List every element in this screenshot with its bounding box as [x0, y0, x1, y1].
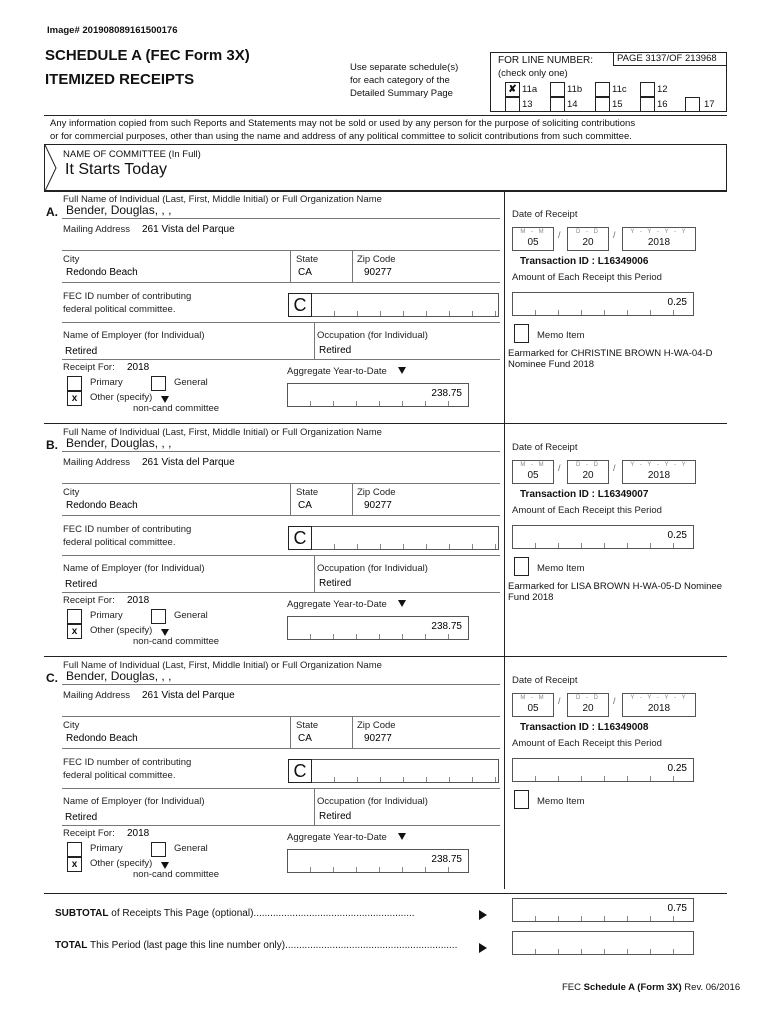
state-label: State	[296, 720, 319, 731]
instruction-line-2: for each category of the	[350, 75, 450, 86]
entry-column-divider	[504, 190, 505, 423]
zip-label: Zip Code	[357, 254, 396, 265]
amount-value: 0.25	[667, 763, 687, 774]
date-slash: /	[613, 696, 616, 706]
aggregate-field[interactable]	[287, 849, 469, 873]
state-label: State	[296, 487, 319, 498]
date-of-receipt-label: Date of Receipt	[512, 209, 578, 220]
primary-label: Primary	[90, 610, 123, 621]
footer-form-name: Schedule A (Form 3X)	[583, 982, 682, 993]
city-underline	[62, 515, 500, 516]
month-field[interactable]	[512, 227, 554, 251]
date-of-receipt-label: Date of Receipt	[512, 442, 578, 453]
other-checkbox[interactable]: x	[67, 857, 82, 872]
earmark-line-2: Fund 2018	[508, 592, 554, 603]
primary-label: Primary	[90, 843, 123, 854]
mailing-address[interactable]: 261 Vista del Parque	[142, 690, 235, 701]
amount-field[interactable]	[512, 292, 694, 316]
city-value[interactable]: Redondo Beach	[66, 733, 138, 744]
date-slash: /	[613, 230, 616, 240]
primary-checkbox[interactable]	[67, 842, 82, 857]
employer-label: Name of Employer (for Individual)	[63, 796, 205, 807]
total-field[interactable]	[512, 931, 694, 955]
primary-checkbox[interactable]	[67, 376, 82, 391]
fec-id-c-prefix: C	[288, 293, 312, 317]
year-hint: Y - Y - Y - Y	[630, 229, 688, 235]
entry-column-divider	[504, 656, 505, 889]
memo-item-checkbox[interactable]	[514, 324, 529, 343]
total-line	[55, 940, 457, 951]
date-slash: /	[558, 230, 561, 240]
month-value: 05	[527, 237, 539, 248]
committee-name: It Starts Today	[65, 161, 167, 178]
totals-top-divider	[44, 893, 727, 894]
address-underline	[62, 250, 500, 251]
other-label: Other (specify)	[90, 858, 153, 869]
instruction-line-1: Use separate schedule(s)	[350, 62, 459, 73]
general-checkbox[interactable]	[151, 376, 166, 391]
month-hint: M - M	[520, 229, 546, 235]
entry-letter: C.	[46, 671, 58, 685]
general-label: General	[174, 610, 208, 621]
check-only-one: (check only one)	[498, 68, 568, 79]
aggregate-field[interactable]	[287, 383, 469, 407]
month-hint: M - M	[520, 462, 546, 468]
receipt-for-label: Receipt For:	[63, 828, 115, 839]
entry-top-divider	[44, 423, 727, 424]
entry-top-divider	[44, 656, 727, 657]
aggregate-value: 238.75	[431, 388, 462, 399]
mailing-address-label: Mailing Address	[63, 690, 131, 701]
fec-id-c-prefix: C	[288, 759, 312, 783]
image-id: Image# 201908089161500176	[47, 25, 178, 36]
occupation-label: Occupation (for Individual)	[317, 796, 428, 807]
subtotal-text: of Receipts This Page (optional)..........................................................	[111, 908, 415, 919]
mailing-address-label: Mailing Address	[63, 224, 131, 235]
city-label: City	[63, 720, 80, 731]
state-value[interactable]: CA	[298, 267, 312, 278]
employer-label: Name of Employer (for Individual)	[63, 563, 205, 574]
other-specify-value[interactable]: non-cand committee	[133, 869, 220, 880]
year-field[interactable]	[622, 460, 696, 484]
line-13-checkbox[interactable]	[505, 97, 520, 112]
line-16-checkbox[interactable]	[640, 97, 655, 112]
year-hint: Y - Y - Y - Y	[630, 462, 688, 468]
contributor-name[interactable]: Bender, Douglas, , ,	[66, 203, 172, 217]
zip-label: Zip Code	[357, 487, 396, 498]
fec-id-label-2: federal political committee.	[63, 537, 176, 548]
state-value[interactable]: CA	[298, 733, 312, 744]
general-label: General	[174, 843, 208, 854]
line-16-label: 16	[657, 99, 668, 110]
line-12-label: 12	[657, 84, 668, 95]
city-value[interactable]: Redondo Beach	[66, 267, 138, 278]
month-hint: M - M	[520, 695, 546, 701]
month-field[interactable]	[512, 460, 554, 484]
aggregate-dropdown-icon	[398, 600, 407, 608]
amount-label: Amount of Each Receipt this Period	[512, 738, 662, 749]
month-value: 05	[527, 470, 539, 481]
state-zip-divider	[352, 250, 353, 282]
fec-underline	[62, 555, 500, 556]
subtotal-field[interactable]	[512, 898, 694, 922]
employer-underline	[62, 825, 500, 826]
amount-field[interactable]	[512, 758, 694, 782]
state-label: State	[296, 254, 319, 265]
fec-id-field[interactable]	[312, 526, 499, 550]
other-specify-value[interactable]: non-cand committee	[133, 403, 220, 414]
zip-value[interactable]: 90277	[364, 267, 392, 278]
occupation-value[interactable]: Retired	[319, 578, 352, 589]
fec-id-label-1: FEC ID number of contributing	[63, 757, 192, 768]
day-hint: D - D	[576, 695, 600, 701]
occupation-label: Occupation (for Individual)	[317, 330, 428, 341]
other-label: Other (specify)	[90, 625, 153, 636]
month-value: 05	[527, 703, 539, 714]
transaction-id: Transaction ID : L16349008	[520, 722, 649, 733]
form-footer	[562, 982, 740, 993]
name-underline	[62, 684, 500, 685]
employer-value[interactable]: Retired	[65, 346, 98, 357]
amount-value: 0.25	[667, 297, 687, 308]
mailing-address[interactable]: 261 Vista del Parque	[142, 224, 235, 235]
fec-underline	[62, 788, 500, 789]
city-state-divider	[290, 716, 291, 748]
line-11a-label: 11a	[522, 84, 538, 95]
employer-label: Name of Employer (for Individual)	[63, 330, 205, 341]
day-field[interactable]	[567, 693, 609, 717]
city-underline	[62, 748, 500, 749]
fec-id-field[interactable]	[312, 293, 499, 317]
employer-value[interactable]: Retired	[65, 812, 98, 823]
earmark-line-1: Earmarked for CHRISTINE BROWN H-WA-04-D	[508, 348, 713, 359]
aggregate-dropdown-icon	[398, 833, 407, 841]
form-title: SCHEDULE A (FEC Form 3X)	[45, 47, 250, 64]
contributor-name[interactable]: Bender, Douglas, , ,	[66, 669, 172, 683]
footer-prefix: FEC	[562, 982, 581, 993]
memo-item-checkbox[interactable]	[514, 790, 529, 809]
zip-label: Zip Code	[357, 720, 396, 731]
employer-underline	[62, 592, 500, 593]
state-zip-divider	[352, 483, 353, 515]
full-name-label: Full Name of Individual (Last, First, Middle Initial) or Full Organization Name	[63, 660, 382, 671]
full-name-label: Full Name of Individual (Last, First, Middle Initial) or Full Organization Name	[63, 427, 382, 438]
line-11b-label: 11b	[567, 84, 583, 95]
day-field[interactable]	[567, 227, 609, 251]
total-text: This Period (last page this line number only)..............................................................	[90, 940, 458, 951]
entry-top-divider	[44, 190, 727, 191]
address-underline	[62, 483, 500, 484]
line-13-label: 13	[522, 99, 533, 110]
employer-occupation-divider	[314, 788, 315, 826]
fec-id-label-1: FEC ID number of contributing	[63, 524, 192, 535]
day-value: 20	[582, 470, 594, 481]
line-11a-checkbox[interactable]: ✘	[505, 82, 520, 97]
contributor-name[interactable]: Bender, Douglas, , ,	[66, 436, 172, 450]
memo-item-label: Memo Item	[537, 563, 585, 574]
line-11c-label: 11c	[612, 84, 627, 95]
date-slash: /	[558, 463, 561, 473]
year-field[interactable]	[622, 693, 696, 717]
year-value: 2018	[647, 703, 671, 714]
subtotal-arrow-icon	[479, 910, 488, 920]
general-checkbox[interactable]	[151, 609, 166, 624]
for-line-label: FOR LINE NUMBER:	[498, 55, 594, 66]
general-checkbox[interactable]	[151, 842, 166, 857]
other-checkbox[interactable]: x	[67, 624, 82, 639]
amount-field[interactable]	[512, 525, 694, 549]
fec-id-label-2: federal political committee.	[63, 770, 176, 781]
employer-underline	[62, 359, 500, 360]
address-underline	[62, 716, 500, 717]
mailing-address[interactable]: 261 Vista del Parque	[142, 457, 235, 468]
aggregate-label: Aggregate Year-to-Date	[287, 599, 387, 610]
subtotal-value: 0.75	[667, 903, 687, 914]
memo-item-label: Memo Item	[537, 796, 585, 807]
occupation-value[interactable]: Retired	[319, 811, 352, 822]
aggregate-dropdown-icon	[398, 367, 407, 375]
entry-column-divider	[504, 423, 505, 656]
date-slash: /	[613, 463, 616, 473]
state-zip-divider	[352, 716, 353, 748]
city-label: City	[63, 487, 80, 498]
disclaimer-line-1: Any information copied from such Reports and Statements may not be sold or used by any person for the purpose of soliciting contributions	[50, 118, 636, 129]
entry-letter: B.	[46, 438, 58, 452]
line-15-label: 15	[612, 99, 623, 110]
city-value[interactable]: Redondo Beach	[66, 500, 138, 511]
occupation-value[interactable]: Retired	[319, 345, 352, 356]
general-label: General	[174, 377, 208, 388]
employer-occupation-divider	[314, 322, 315, 360]
day-value: 20	[582, 703, 594, 714]
earmark-line-2: Nominee Fund 2018	[508, 359, 595, 370]
year-value: 2018	[647, 470, 671, 481]
fec-id-c-prefix: C	[288, 526, 312, 550]
disclaimer-line-2: or for commercial purposes, other than using the name and address of any political committee to solicit contributions from such committee.	[50, 131, 632, 142]
page-label: PAGE 3137/OF 213968	[617, 53, 717, 64]
date-slash: /	[558, 696, 561, 706]
committee-label: NAME OF COMMITTEE (In Full)	[63, 149, 201, 160]
month-field[interactable]	[512, 693, 554, 717]
primary-checkbox[interactable]	[67, 609, 82, 624]
receipt-for-year[interactable]: 2018	[127, 362, 150, 373]
amount-value: 0.25	[667, 530, 687, 541]
transaction-id: Transaction ID : L16349007	[520, 489, 649, 500]
name-underline	[62, 218, 500, 219]
fec-id-field[interactable]	[312, 759, 499, 783]
receipt-for-year[interactable]: 2018	[127, 828, 150, 839]
fec-id-label-1: FEC ID number of contributing	[63, 291, 192, 302]
city-label: City	[63, 254, 80, 265]
memo-item-label: Memo Item	[537, 330, 585, 341]
occupation-label: Occupation (for Individual)	[317, 563, 428, 574]
total-arrow-icon	[479, 943, 488, 953]
year-field[interactable]	[622, 227, 696, 251]
full-name-label: Full Name of Individual (Last, First, Middle Initial) or Full Organization Name	[63, 194, 382, 205]
aggregate-value: 238.75	[431, 854, 462, 865]
name-underline	[62, 451, 500, 452]
line-15-checkbox[interactable]	[595, 97, 610, 112]
fec-underline	[62, 322, 500, 323]
subtotal-label: SUBTOTAL	[55, 908, 109, 919]
city-state-divider	[290, 483, 291, 515]
city-state-divider	[290, 250, 291, 282]
line-11b-checkbox[interactable]	[550, 82, 565, 97]
amount-label: Amount of Each Receipt this Period	[512, 505, 662, 516]
line-11c-checkbox[interactable]	[595, 82, 610, 97]
entry-letter: A.	[46, 205, 58, 219]
aggregate-field[interactable]	[287, 616, 469, 640]
line-14-label: 14	[567, 99, 578, 110]
memo-item-checkbox[interactable]	[514, 557, 529, 576]
total-label: TOTAL	[55, 940, 88, 951]
other-checkbox[interactable]: x	[67, 391, 82, 406]
state-value[interactable]: CA	[298, 500, 312, 511]
earmark-line-1: Earmarked for LISA BROWN H-WA-05-D Nominee	[508, 581, 722, 592]
employer-occupation-divider	[314, 555, 315, 593]
city-underline	[62, 282, 500, 283]
year-hint: Y - Y - Y - Y	[630, 695, 688, 701]
year-value: 2018	[647, 237, 671, 248]
day-hint: D - D	[576, 229, 600, 235]
transaction-id: Transaction ID : L16349006	[520, 256, 649, 267]
instruction-line-3: Detailed Summary Page	[350, 88, 453, 99]
zip-value[interactable]: 90277	[364, 500, 392, 511]
date-of-receipt-label: Date of Receipt	[512, 675, 578, 686]
committee-bracket-icon	[44, 144, 58, 192]
receipt-for-year[interactable]: 2018	[127, 595, 150, 606]
divider	[44, 115, 727, 116]
line-12-checkbox[interactable]	[640, 82, 655, 97]
line-17-checkbox[interactable]	[685, 97, 700, 112]
day-value: 20	[582, 237, 594, 248]
mailing-address-label: Mailing Address	[63, 457, 131, 468]
day-hint: D - D	[576, 462, 600, 468]
day-field[interactable]	[567, 460, 609, 484]
zip-value[interactable]: 90277	[364, 733, 392, 744]
subtotal-line	[55, 908, 415, 919]
aggregate-value: 238.75	[431, 621, 462, 632]
receipt-for-label: Receipt For:	[63, 595, 115, 606]
fec-id-label-2: federal political committee.	[63, 304, 176, 315]
aggregate-label: Aggregate Year-to-Date	[287, 366, 387, 377]
aggregate-label: Aggregate Year-to-Date	[287, 832, 387, 843]
other-label: Other (specify)	[90, 392, 153, 403]
receipt-for-label: Receipt For:	[63, 362, 115, 373]
amount-label: Amount of Each Receipt this Period	[512, 272, 662, 283]
primary-label: Primary	[90, 377, 123, 388]
line-14-checkbox[interactable]	[550, 97, 565, 112]
line-17-label: 17	[704, 99, 715, 110]
other-specify-value[interactable]: non-cand committee	[133, 636, 220, 647]
footer-revision: Rev. 06/2016	[684, 982, 741, 993]
employer-value[interactable]: Retired	[65, 579, 98, 590]
form-subtitle: ITEMIZED RECEIPTS	[45, 71, 195, 88]
